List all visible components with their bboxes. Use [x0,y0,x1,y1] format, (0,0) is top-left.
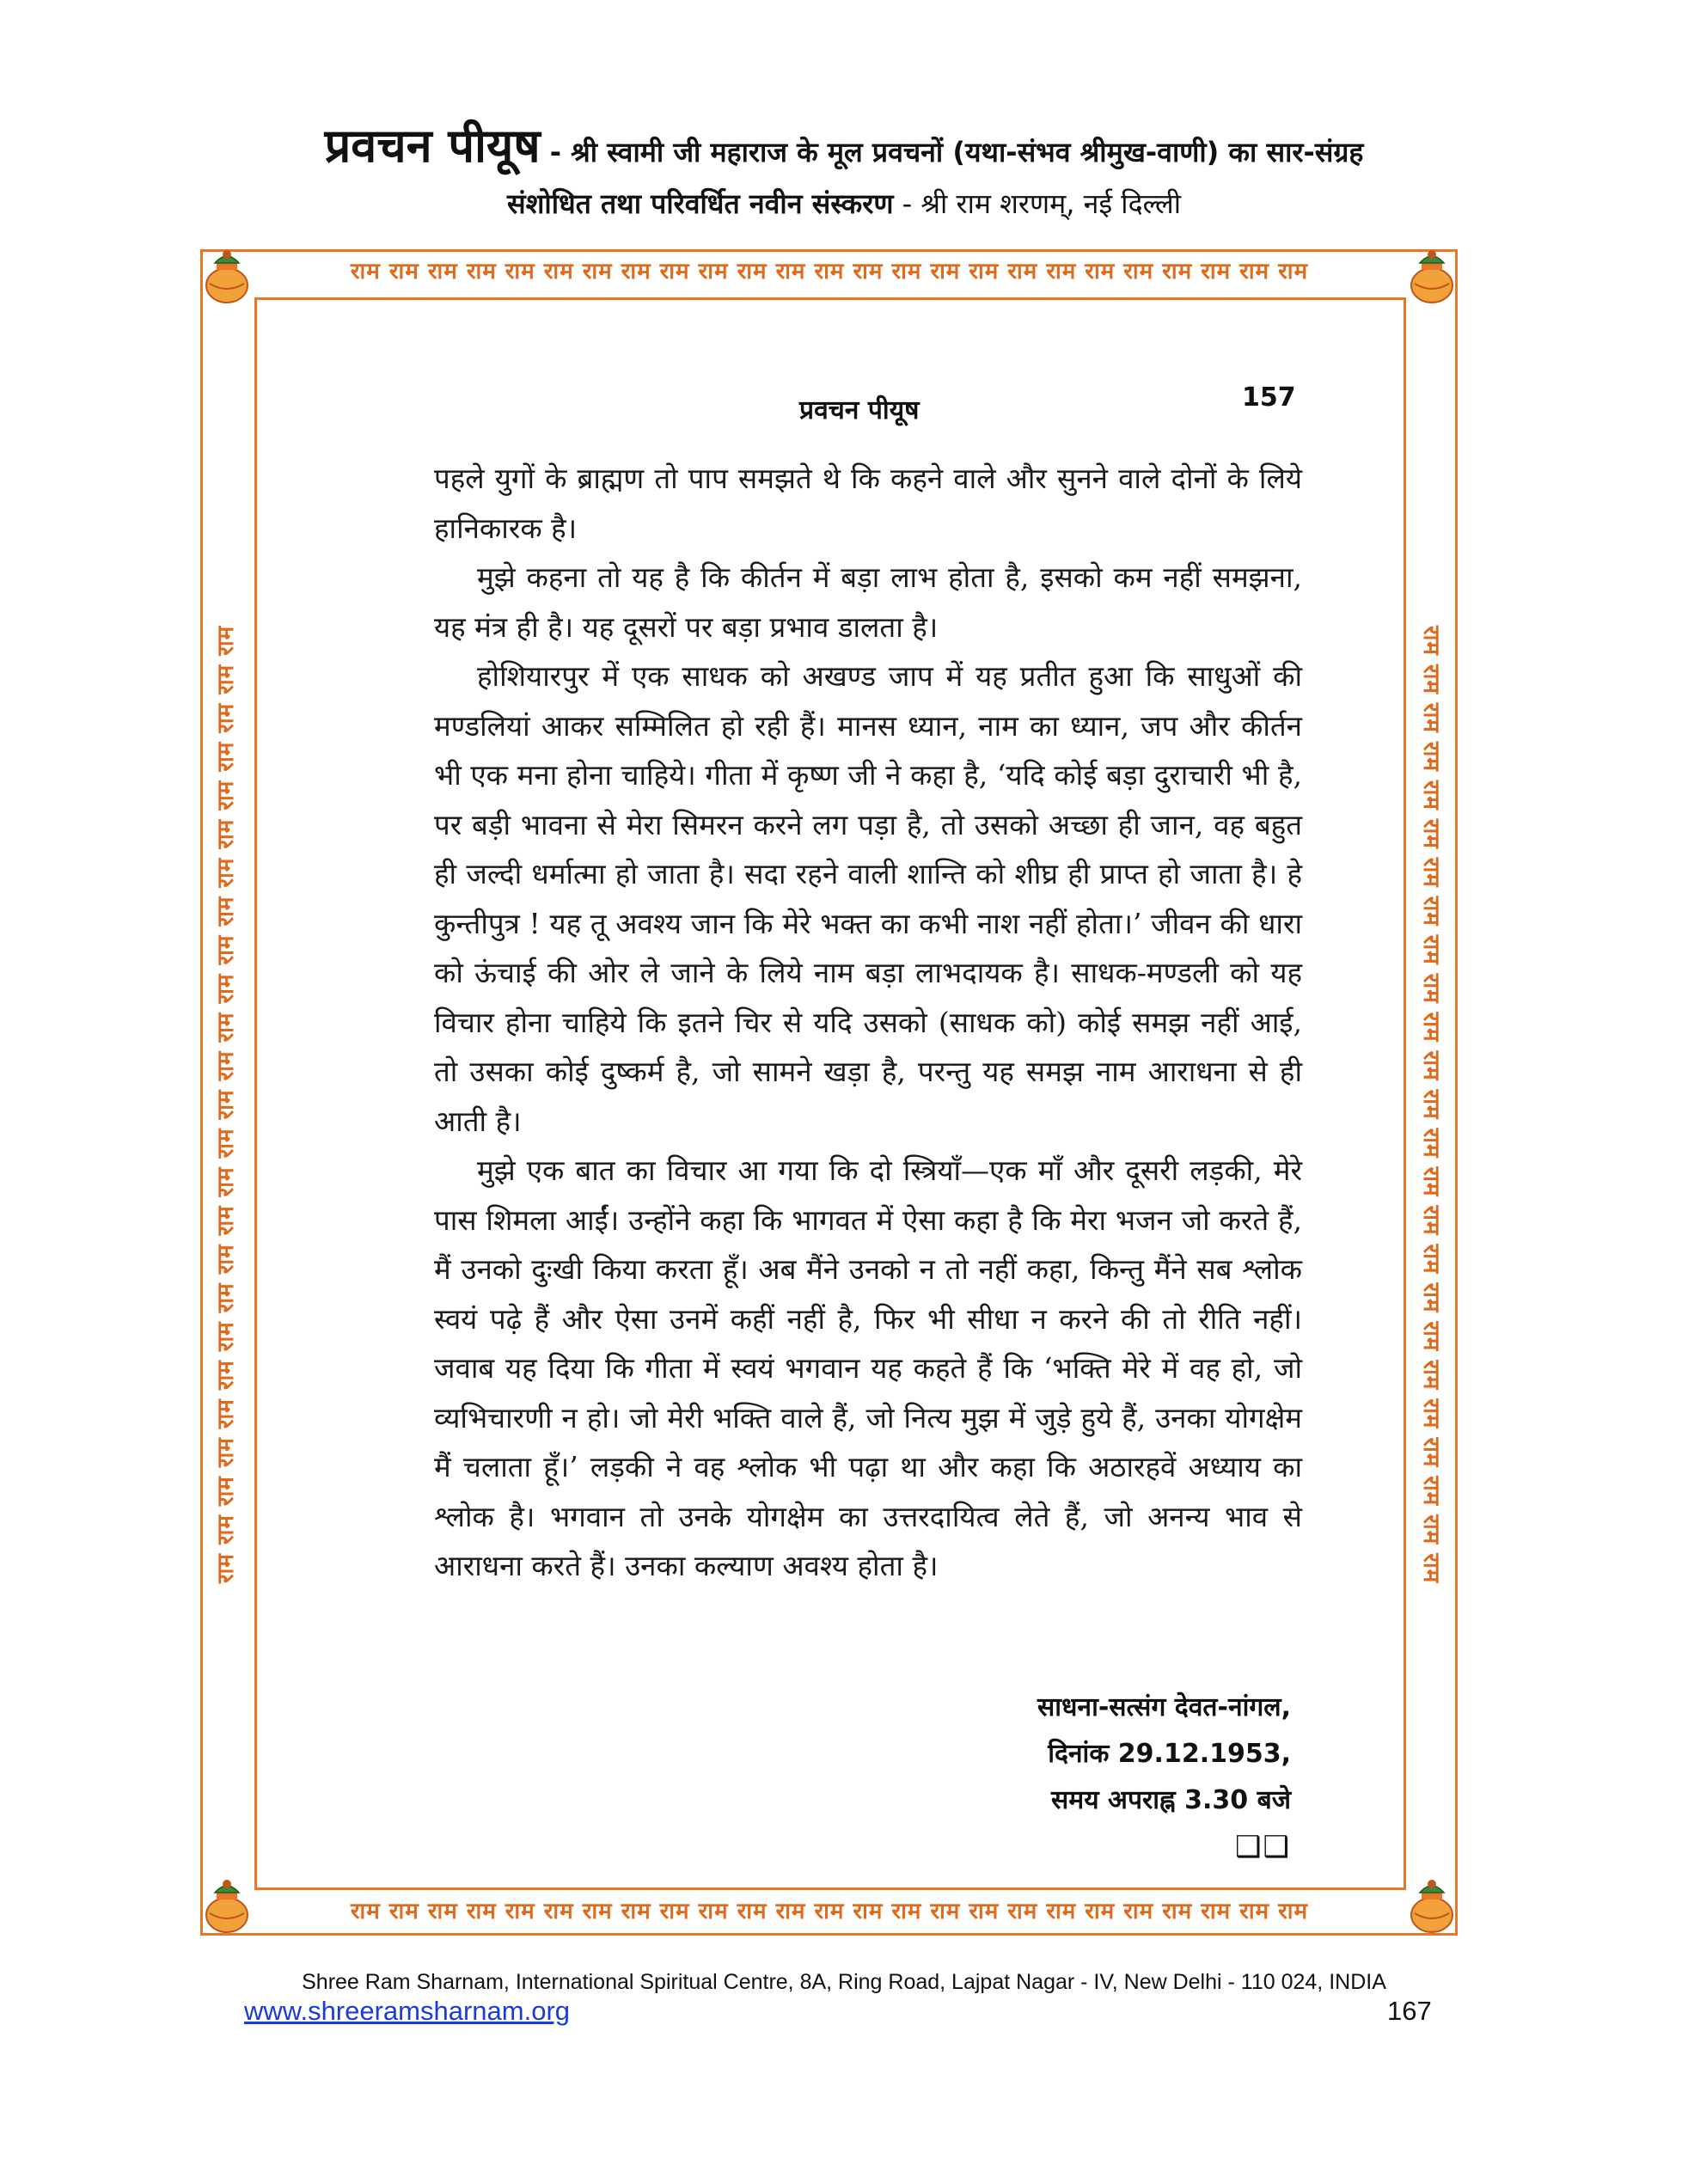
pdf-page-number: 167 [1387,1996,1432,2026]
kalash-ornament-icon [1406,249,1458,306]
signature-time: समय अपराह्न 3.30 बजे [1050,1785,1291,1815]
kalash-ornament-icon [201,249,253,306]
signature-date: दिनांक 29.12.1953, [1048,1739,1291,1769]
kalash-ornament-icon [201,1879,253,1936]
title-main: प्रवचन पीयूष [324,119,541,173]
paragraph: मुझे कहना तो यह है कि कीर्तन में बड़ा लाभ होता है, इसको कम नहीं समझना, यह मंत्र ही है। यह दूसरों पर बड़ा प्रभाव डालता है। [434,560,1302,644]
document-title [0,112,1688,175]
signature-block [1037,1685,1291,1870]
kalash-ornament-icon [1406,1879,1458,1936]
border-text-bottom: राम राम राम राम राम राम राम राम राम राम राम राम राम राम राम राम राम राम राम राम राम राम राम राम राम [350,1899,1309,1924]
end-mark: ❑❑ [1235,1830,1291,1864]
paragraph: मुझे एक बात का विचार आ गया कि दो स्त्रियाँ—एक माँ और दूसरी लड़की, मेरे पास शिमला आईं। उन्होंने कहा कि भागवत में ऐसा कहा है कि मेरा भजन जो करते हैं, मैं उनको दुःखी किया करता हूँ। अब मैंने उनको न तो नहीं कहा, किन्तु मैंने सब श्लोक स्वयं पढ़े हैं और ऐसा उनमें कहीं नहीं है, फिर भी सीधा न करने की तो रीति नहीं। जवाब यह दिया कि गीता में स्वयं भगवान यह कहते हैं कि ‘भक्ति मेरे में वह हो, जो व्यभिचारणी न हो। जो मेरी भक्ति वाले हैं, जो नित्य मुझ में जुड़े हुये हैं, उनका योगक्षेम मैं चलाता हूँ।’ लड़की ने वह श्लोक भी पढ़ा था और कहा कि अठारहवें अध्याय का श्लोक है। भगवान तो उनके योगक्षेम का उत्तरदायित्व लेते हैं, जो अनन्य भाव से आराधना करते हैं। उनका कल्याण अवश्य होता है। [434,1153,1302,1582]
running-head: प्रवचन पीयूष [799,395,920,425]
border-text-right: राम राम राम राम राम राम राम राम राम राम राम राम राम राम राम राम राम राम राम राम राम राम राम राम राम [1418,625,1444,1584]
body-text [434,454,1302,1591]
signature-place: साधना-सत्संग देवत-नांगल, [1037,1692,1291,1722]
border-text-top: राम राम राम राम राम राम राम राम राम राम राम राम राम राम राम राम राम राम राम राम राम राम राम राम राम [350,259,1309,284]
paragraph: पहले युगों के ब्राह्मण तो पाप समझते थे कि कहने वाले और सुनने वाले दोनों के लिये हानिकारक है। [434,462,1302,545]
document-subtitle [0,185,1688,222]
book-page-number: 157 [1242,382,1296,413]
subtitle-bold: संशोधित तथा परिवर्धित नवीन संस्करण [507,187,894,220]
border-text-left: राम राम राम राम राम राम राम राम राम राम राम राम राम राम राम राम राम राम राम राम राम राम राम राम राम [213,625,239,1584]
paragraph: होशियारपुर में एक साधक को अखण्ड जाप में यह प्रतीत हुआ कि साधुओं की मण्डलियां आकर सम्मिलित हो रही हैं। मानस ध्यान, नाम का ध्यान, जप और कीर्तन भी एक मना होना चाहिये। गीता में कृष्ण जी ने कहा है, ‘यदि कोई बड़ा दुराचारी भी है, पर बड़ी भावना से मेरा सिमरन करने लग पड़ा है, तो उसको अच्छा ही जान, वह बहुत ही जल्दी धर्मात्मा हो जाता है। सदा रहने वाली शान्ति को शीघ्र ही प्राप्त हो जाता है। हे कुन्तीपुत्र ! यह तू अवश्य जान कि मेरे भक्त का कभी नाश नहीं होता।’ जीवन की धारा को ऊंचाई की ओर ले जाने के लिये नाम बड़ा लाभदायक है। साधक-मण्डली को यह विचार होना चाहिये कि इतने चिर से यदि उसको (साधक को) कोई समझ नहीं आई, तो उसका कोई दुष्कर्म है, जो सामने खड़ा है, परन्तु यह समझ नाम आराधना से ही आती है। [434,659,1302,1138]
subtitle-rest: - श्री राम शरणम्, नई दिल्ली [893,187,1181,220]
website-link[interactable]: www.shreeramsharnam.org [244,1996,571,2026]
title-rest: - श्री स्वामी जी महाराज के मूल प्रवचनों (यथा-संभव श्रीमुख-वाणी) का सार-संग्रह [540,136,1364,168]
footer-address: Shree Ram Sharnam, International Spiritual Centre, 8A, Ring Road, Lajpat Nagar - IV, New Delhi - 110 024, INDIA [302,1970,1386,1994]
